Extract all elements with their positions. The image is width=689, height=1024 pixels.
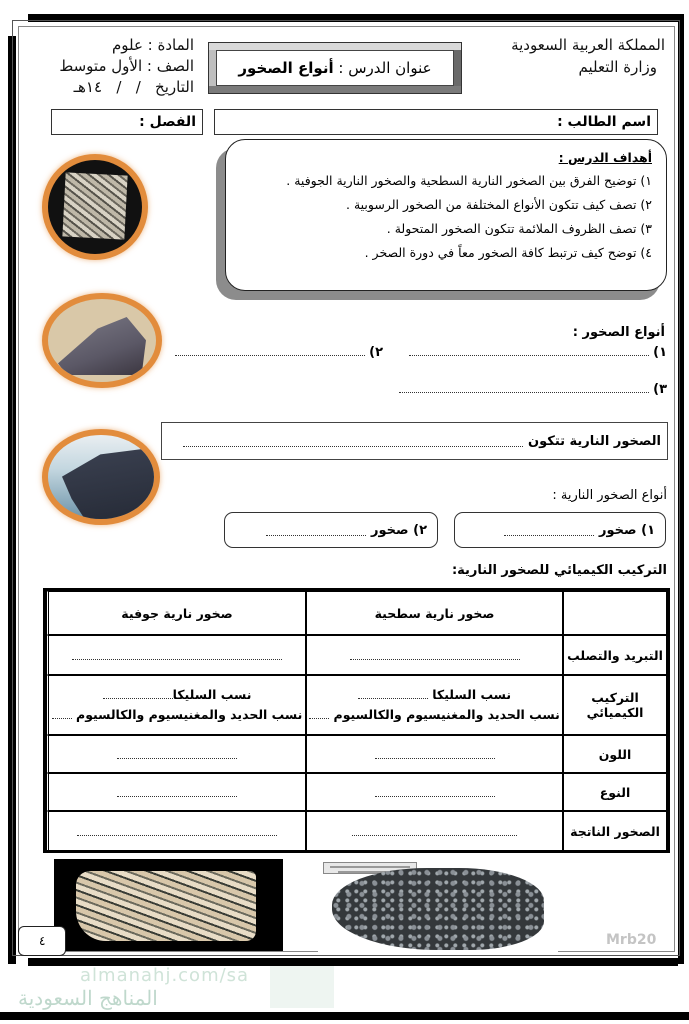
cell-cooling-intrusive[interactable] [46, 635, 306, 675]
kingdom-name: المملكة العربية السعودية [511, 36, 665, 54]
class-field[interactable] [51, 109, 203, 135]
cell-chemistry-extrusive[interactable] [306, 675, 563, 735]
objective-item: ٤) توضح كيف ترتبط كافة الصخور معاً في دورة الصخر . [364, 245, 652, 260]
page-number-box [18, 926, 66, 956]
granite-circle-image [42, 154, 148, 260]
granite-photo [54, 859, 283, 951]
objectives-box [225, 139, 667, 291]
igneous-type-1-blank[interactable] [504, 525, 594, 536]
cliff-circle-image [42, 429, 160, 525]
igneous-formation-box [161, 422, 668, 460]
cell-color-extrusive[interactable] [306, 735, 563, 773]
igneous-type-2-label: ٢) صخور [371, 522, 427, 538]
table-header-intrusive: صخور نارية جوفية [46, 591, 306, 635]
iron-mg-ca-label: نسب الحديد والمغنيسيوم والكالسيوم [333, 707, 560, 722]
table-row [46, 735, 667, 773]
igneous-type-1-label: ١) صخور [599, 522, 655, 538]
rock-shape [58, 317, 146, 375]
igneous-type-2-box [224, 512, 438, 548]
row-label-cooling: التبريد والتصلب [563, 635, 667, 675]
granite-specimen [76, 871, 256, 941]
row-label-type: النوع [563, 773, 667, 811]
igneous-types-title: أنواع الصخور النارية : [552, 488, 667, 503]
rock-types-title: أنواع الصخور : [572, 325, 665, 340]
rock-type-1-row [409, 345, 667, 360]
grade: الصف : الأول متوسط [59, 57, 194, 75]
table-row [46, 811, 667, 851]
cliff-shape [62, 447, 154, 519]
basalt-specimen [332, 868, 544, 950]
igneous-formation-blank[interactable] [183, 436, 523, 447]
class-label: الفصل : [139, 114, 196, 130]
page-bottom-bar [0, 1012, 689, 1020]
granite-texture [62, 172, 127, 239]
lesson-title-value: أنواع الصخور [238, 59, 334, 77]
sedimentary-circle-image [42, 293, 162, 388]
cell-cooling-extrusive[interactable] [306, 635, 563, 675]
igneous-formation-label: الصخور النارية تتكون [528, 433, 661, 449]
chem-table-grid [46, 591, 667, 851]
site-watermark-arabic: المناهج السعودية [18, 986, 158, 1010]
row-label-color: اللون [563, 735, 667, 773]
igneous-type-1-box [454, 512, 666, 548]
cell-resulting-extrusive[interactable] [306, 811, 563, 851]
igneous-type-2-blank[interactable] [266, 525, 366, 536]
objective-item: ١) توضيح الفرق بين الصخور النارية السطحية والصخور النارية الجوفية . [286, 173, 652, 188]
table-row [46, 675, 667, 735]
site-watermark: almanahj.com/sa [80, 965, 250, 986]
objectives-title: أهداف الدرس : [558, 150, 652, 165]
silica-label: نسب السليكا [172, 687, 252, 702]
watermark-logo-block [270, 966, 334, 1008]
rock-type-1-label: ١) [653, 345, 667, 360]
lesson-title-label: عنوان الدرس : [338, 59, 432, 77]
chem-table [43, 588, 670, 853]
cell-type-extrusive[interactable] [306, 773, 563, 811]
cell-resulting-intrusive[interactable] [46, 811, 306, 851]
cell-type-intrusive[interactable] [46, 773, 306, 811]
objective-item: ٢) تصف كيف تتكون الأنواع المختلفة من الصخور الرسوبية . [346, 197, 652, 212]
student-name-field[interactable] [214, 109, 658, 135]
mrb-watermark: Mrb20 [606, 932, 657, 948]
page-number: ٤ [39, 934, 46, 948]
date-field[interactable]: التاريخ / / ١٤هـ [73, 78, 194, 96]
rock-type-2-row [175, 345, 383, 360]
table-header-extrusive: صخور نارية سطحية [306, 591, 563, 635]
subject: المادة : علوم [111, 36, 194, 54]
cell-chemistry-intrusive[interactable] [46, 675, 306, 735]
row-label-chemistry: التركيب الكيميائي [563, 675, 667, 735]
objective-item: ٣) تصف الظروف الملائمة تتكون الصخور المتحولة . [386, 221, 652, 236]
rock-type-1-blank[interactable] [409, 345, 649, 356]
lesson-title-box [208, 42, 462, 94]
lesson-title [216, 50, 454, 86]
table-row [46, 635, 667, 675]
table-header-row [46, 591, 667, 635]
row-label-resulting-rocks: الصخور الناتجة [563, 811, 667, 851]
rock-type-2-blank[interactable] [175, 345, 365, 356]
table-header-empty [563, 591, 667, 635]
table-row [46, 773, 667, 811]
cell-color-intrusive[interactable] [46, 735, 306, 773]
ministry-name: وزارة التعليم [578, 58, 657, 76]
rock-type-3-label: ٣) [653, 382, 667, 397]
chem-table-title: التركيب الكيميائي للصخور النارية: [451, 563, 667, 578]
rock-type-3-row [399, 382, 667, 397]
silica-label: نسب السليكا [432, 687, 512, 702]
basalt-photo [318, 860, 558, 952]
rock-type-3-blank[interactable] [399, 382, 649, 393]
rock-type-2-label: ٢) [369, 345, 383, 360]
iron-mg-ca-label: نسب الحديد والمغنيسيوم والكالسيوم [76, 707, 303, 722]
student-name-label: اسم الطالب : [557, 114, 651, 130]
